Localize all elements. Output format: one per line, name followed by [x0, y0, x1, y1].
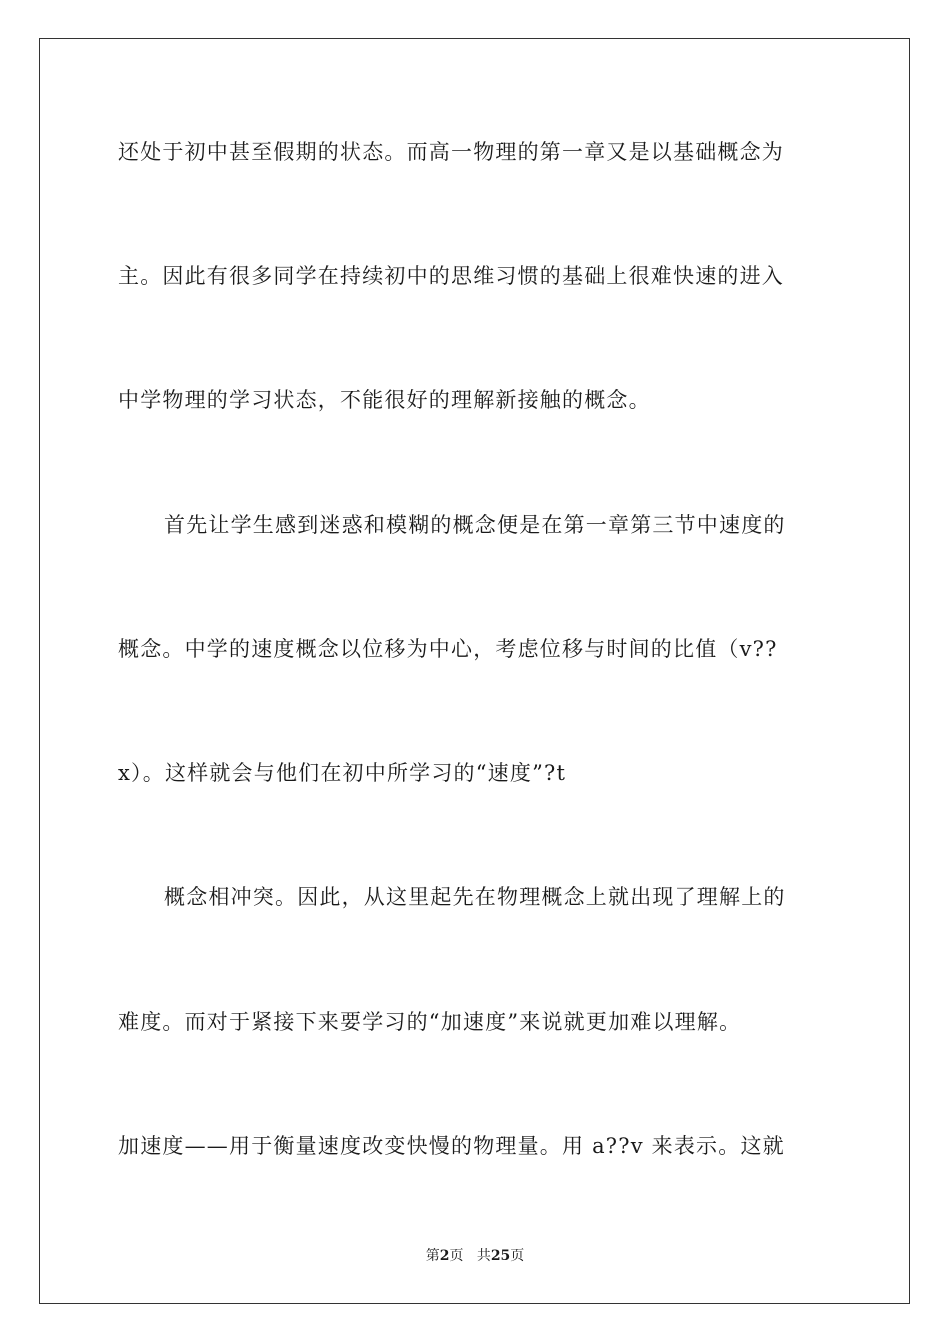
footer-total-unit: 页	[510, 1248, 525, 1264]
total-pages-number: 25	[490, 1248, 511, 1264]
paragraph-line-9: 加速度——用于衡量速度改变快慢的物理量。用 a??v 来表示。这就	[118, 1134, 785, 1158]
paragraph-line-5: 概念。中学的速度概念以位移为中心，考虑位移与时间的比值（v??	[118, 637, 778, 661]
paragraph-line-8: 难度。而对于紧接下来要学习的“加速度”来说就更加难以理解。	[118, 1010, 742, 1034]
page-footer	[0, 1247, 950, 1265]
paragraph-line-7: 概念相冲突。因此，从这里起先在物理概念上就出现了理解上的	[164, 885, 786, 909]
page-border	[39, 38, 910, 1304]
paragraph-line-1: 还处于初中甚至假期的状态。而高一物理的第一章又是以基础概念为	[118, 140, 784, 164]
footer-prefix: 第	[425, 1248, 440, 1264]
paragraph-line-6: x）。这样就会与他们在初中所学习的“速度”?t	[118, 761, 567, 785]
paragraph-line-2: 主。因此有很多同学在持续初中的思维习惯的基础上很难快速的进入	[118, 264, 784, 288]
paragraph-line-3: 中学物理的学习状态，不能很好的理解新接触的概念。	[118, 388, 651, 412]
current-page-number: 2	[439, 1248, 450, 1264]
paragraph-line-4: 首先让学生感到迷惑和模糊的概念便是在第一章第三节中速度的	[164, 513, 786, 537]
footer-total-prefix: 共	[476, 1248, 491, 1264]
footer-page-unit: 页	[449, 1248, 464, 1264]
